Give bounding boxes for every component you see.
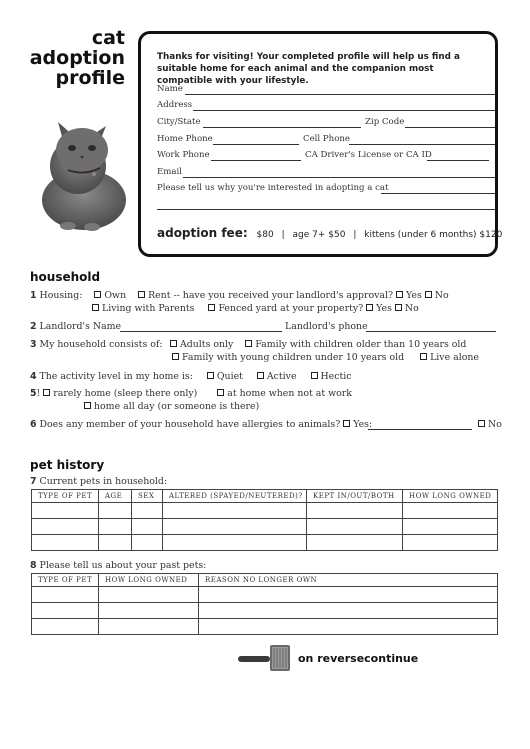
current-pets-table <box>31 489 498 551</box>
table-header: TYPE OF PET AGE SEX ALTERED (SPAYED/NEUTERED)? KEPT IN/OUT/BOTH HOW LONG OWNED <box>32 490 498 503</box>
fee-senior: age 7+ $50 <box>292 230 346 240</box>
q2-landlord: 2 Landlord's Name <box>30 321 122 332</box>
page-title: cat adoption profile <box>29 27 125 89</box>
landlord-phone-label: Landlord's phone <box>285 321 368 332</box>
fee-separator: | <box>281 230 285 240</box>
allergies-yes-checkbox[interactable] <box>343 420 350 427</box>
email-label: Email <box>157 167 183 177</box>
table-row <box>32 535 498 551</box>
fenced-no-checkbox[interactable] <box>395 304 402 311</box>
why-row-2 <box>157 199 497 211</box>
home-all-day-checkbox[interactable] <box>84 402 91 409</box>
fee-label: adoption fee: <box>157 226 248 240</box>
name-label: Name <box>157 84 183 94</box>
q6-allergies: 6 Does any member of your household have allergies to animals? Yes: <box>30 419 373 430</box>
brush-icon <box>236 642 296 672</box>
pet-history-heading: pet history <box>30 458 105 472</box>
fee-kitten: kittens (under 6 months) $120 <box>364 230 503 240</box>
table-row <box>32 603 498 619</box>
fenced-checkbox[interactable] <box>208 304 215 311</box>
why-field-2[interactable] <box>157 209 495 210</box>
fee-separator: | <box>353 230 357 240</box>
why-label: Please tell us why you're interested in adopting a cat <box>157 183 389 193</box>
work-row <box>157 150 497 162</box>
q1-housing-2: Living with Parents Fenced yard at your property? Yes No <box>92 303 419 314</box>
table-row <box>32 519 498 535</box>
q5-home: 5! rarely home (sleep there only) at home when not at work <box>30 388 352 399</box>
parents-checkbox[interactable] <box>92 304 99 311</box>
city-row <box>157 117 497 129</box>
q3-options-1: Adults only Family with children older than 10 years old <box>170 339 466 350</box>
live-alone-checkbox[interactable] <box>420 353 427 360</box>
past-pets-table <box>31 573 498 635</box>
q8-past-pets: 8 Please tell us about your past pets: <box>30 560 207 571</box>
allergies-field[interactable] <box>368 429 472 430</box>
address-field[interactable] <box>193 110 495 111</box>
city-state-label: City/State <box>157 117 201 127</box>
work-phone-label: Work Phone <box>157 150 210 160</box>
email-row <box>157 167 497 179</box>
zip-label: Zip Code <box>365 117 405 127</box>
q5-home-2: home all day (or someone is there) <box>84 401 259 412</box>
q3-household: 3 My household consists of: <box>30 339 163 350</box>
phone-row <box>157 134 497 146</box>
older-children-checkbox[interactable] <box>245 340 252 347</box>
young-children-checkbox[interactable] <box>172 353 179 360</box>
home-not-work-checkbox[interactable] <box>217 389 224 396</box>
hectic-checkbox[interactable] <box>311 372 318 379</box>
home-phone-label: Home Phone <box>157 134 213 144</box>
q3-options-2: Family with young children under 10 years old Live alone <box>172 352 479 363</box>
why-row <box>157 183 497 195</box>
landlord-name-field[interactable] <box>120 331 282 332</box>
address-row <box>157 100 497 112</box>
fenced-yes-checkbox[interactable] <box>366 304 373 311</box>
rarely-home-checkbox[interactable] <box>43 389 50 396</box>
continue-on-reverse: on reversecontinue <box>298 652 419 665</box>
table-row <box>32 587 498 603</box>
adoption-fee <box>157 226 502 240</box>
landlord-no-checkbox[interactable] <box>425 291 432 298</box>
email-field[interactable] <box>183 177 495 178</box>
name-field[interactable] <box>185 94 495 95</box>
landlord-phone-field[interactable] <box>366 331 496 332</box>
cat-photo <box>28 92 132 232</box>
license-label: CA Driver's License or CA ID <box>305 150 432 160</box>
work-phone-field[interactable] <box>211 160 301 161</box>
address-label: Address <box>157 100 193 110</box>
rent-checkbox[interactable] <box>138 291 145 298</box>
household-heading: household <box>30 270 101 284</box>
license-field[interactable] <box>427 160 489 161</box>
zip-field[interactable] <box>405 127 495 128</box>
name-row <box>157 84 497 96</box>
cell-phone-label: Cell Phone <box>303 134 351 144</box>
q4-activity: 4 The activity level in my home is: Quiet Active Hectic <box>30 371 352 382</box>
table-row <box>32 503 498 519</box>
adults-checkbox[interactable] <box>170 340 177 347</box>
allergies-no-checkbox[interactable] <box>478 420 485 427</box>
landlord-yes-checkbox[interactable] <box>396 291 403 298</box>
fee-base: $80 <box>256 230 274 240</box>
table-row <box>32 619 498 635</box>
applicant-info-box <box>138 31 503 257</box>
active-checkbox[interactable] <box>257 372 264 379</box>
q1-housing: 1 Housing: Own Rent -- have you received your landlord's approval? Yes No <box>30 290 449 301</box>
cell-phone-field[interactable] <box>349 144 495 145</box>
home-phone-field[interactable] <box>213 144 299 145</box>
own-checkbox[interactable] <box>94 291 101 298</box>
q7-current-pets: 7 Current pets in household: <box>30 476 168 487</box>
quiet-checkbox[interactable] <box>207 372 214 379</box>
table-header: TYPE OF PET HOW LONG OWNED REASON NO LONGER OWN <box>32 574 498 587</box>
why-field[interactable] <box>381 193 495 194</box>
allergies-no: No <box>478 419 502 430</box>
intro-text: Thanks for visiting! Your completed profile will help us find a suitable home for each animal and the companion most compatible with your lifestyle. <box>157 52 460 86</box>
city-state-field[interactable] <box>203 127 361 128</box>
